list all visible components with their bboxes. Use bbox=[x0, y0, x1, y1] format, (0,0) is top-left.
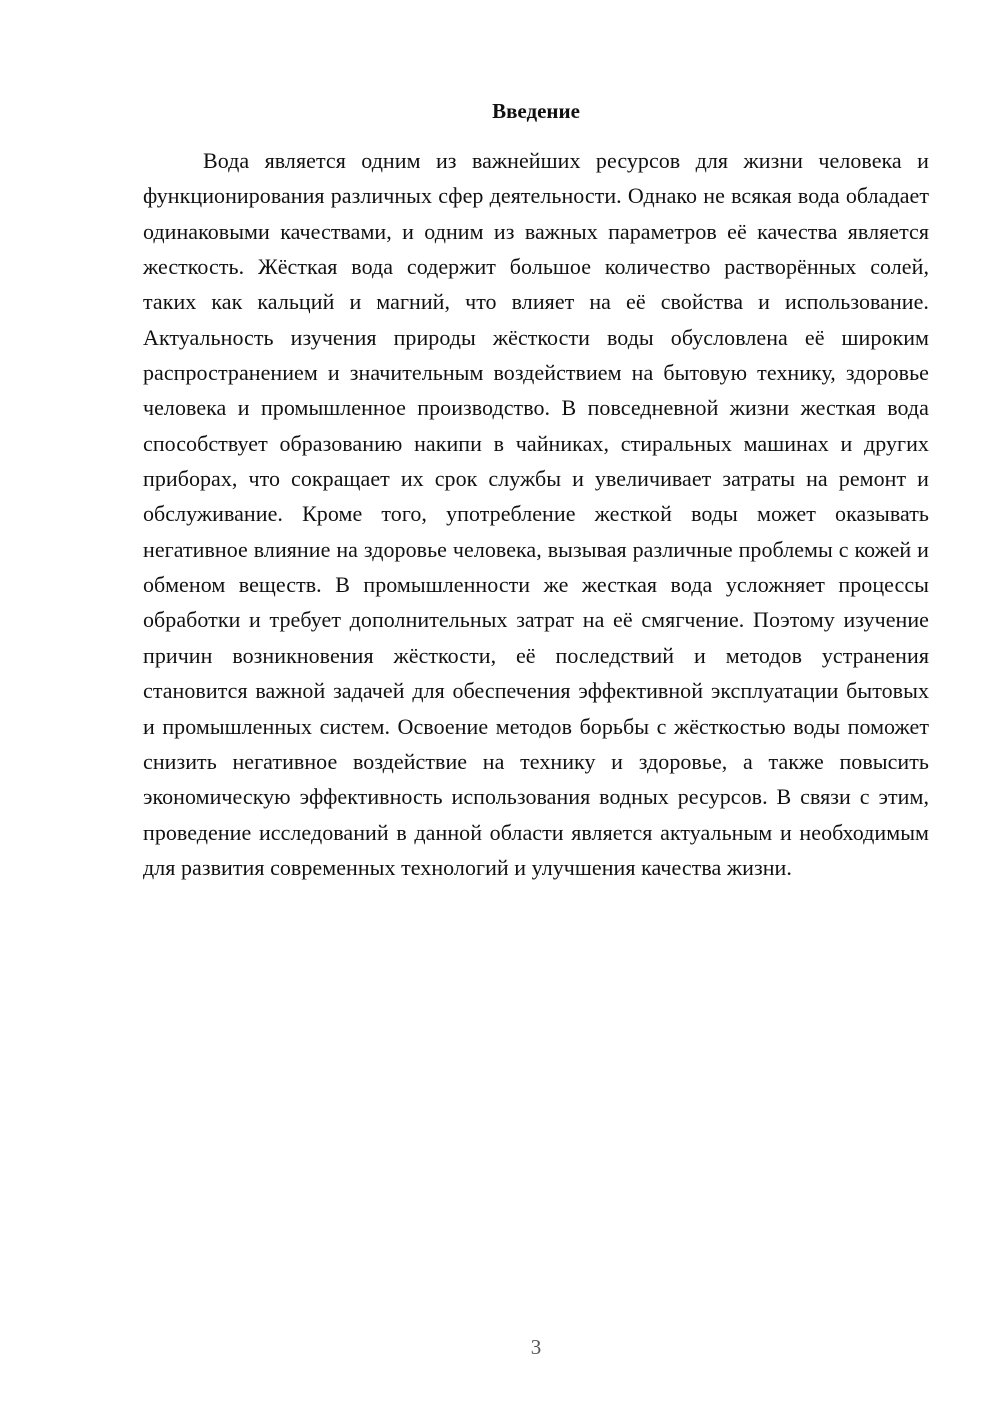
section-heading: Введение bbox=[492, 99, 580, 123]
introduction-paragraph: Вода является одним из важнейших ресурсов для жизни человека и функционирования различных сфер деятельности. Однако не всякая вода обладает одинаковыми качествами, и одним из важных параметров её качества является жесткость. Жёсткая вода содержит большое количество растворённых солей, таких как кальций и магний, что влияет на её свойства и использование. Актуальность изучения природы жёсткости воды обусловлена её широким распространением и значительным воздействием на бытовую технику, здоровье человека и промышленное производство. В повседневной жизни жесткая вода способствует образованию накипи в чайниках, стиральных машинах и других приборах, что сокращает их срок службы и увеличивает затраты на ремонт и обслуживание. Кроме того, употребление жесткой воды может оказывать негативное влияние на здоровье человека, вызывая различные проблемы с кожей и обменом веществ. В промышленности же жесткая вода усложняет процессы обработки и требует дополнительных затрат на её смягчение. Поэтому изучение причин возникновения жёсткости, её последствий и методов устранения становится важной задачей для обеспечения эффективной эксплуатации бытовых и промышленных систем. Освоение методов борьбы с жёсткостью воды поможет снизить негативное воздействие на технику и здоровье, а также повысить экономическую эффективность использования водных ресурсов. В связи с этим, проведение исследований в данной области является актуальным и необходимым для развития современных технологий и улучшения качества жизни. bbox=[143, 148, 929, 880]
page-number: 3 bbox=[530, 1335, 542, 1359]
